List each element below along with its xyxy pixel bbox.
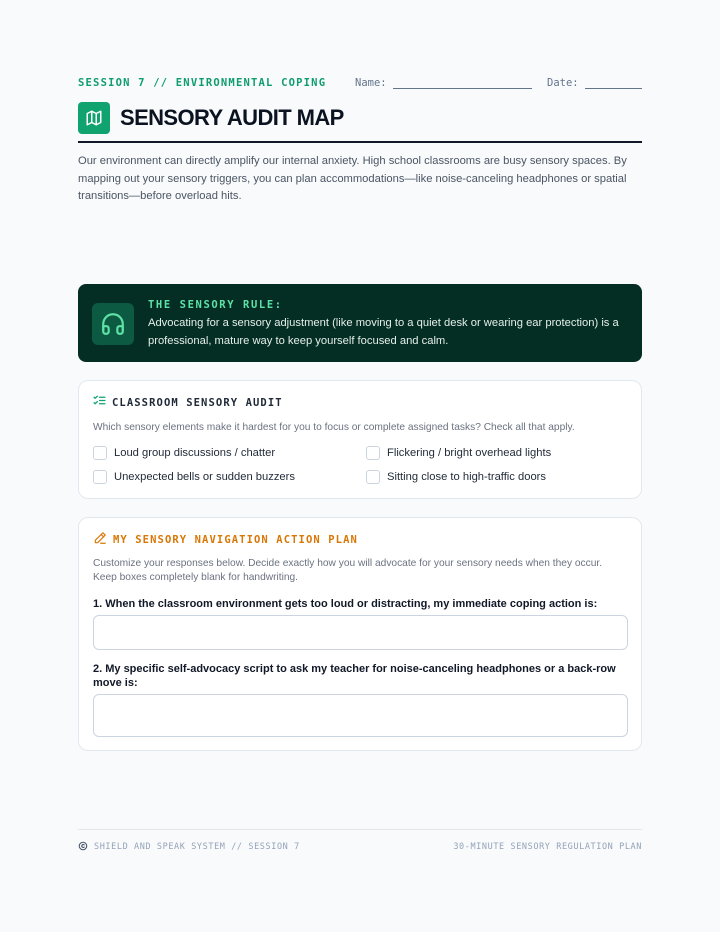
title-divider <box>78 141 642 143</box>
answer-box-1[interactable] <box>93 615 628 650</box>
intro-paragraph: Our environment can directly amplify our internal anxiety. High school classrooms are busy sensory spaces. By mapping out your sensory triggers, you can plan accommodations—like noise-canceling headphones or spatial transitions—before overload hits. <box>78 155 627 202</box>
audit-heading: CLASSROOM SENSORY AUDIT <box>112 397 283 409</box>
audit-heading-row <box>93 396 283 410</box>
callout-text: Advocating for a sensory adjustment (like moving to a quiet desk or wearing ear protection) is a professional, mature way to keep yourself focused and calm. <box>148 317 619 347</box>
checkbox[interactable] <box>93 470 107 484</box>
sensory-audit-card <box>78 380 642 499</box>
page-title: SENSORY AUDIT MAP <box>120 105 344 130</box>
date-label: Date: <box>547 77 579 89</box>
name-label: Name: <box>355 77 387 89</box>
name-line[interactable] <box>393 88 532 89</box>
footer-plan-label: 30-MINUTE SENSORY REGULATION PLAN <box>453 842 642 852</box>
question-2: 2. My specific self-advocacy script to ask my teacher for noise-canceling headphones or a back-row move is: <box>93 663 616 689</box>
footer-system-label: SHIELD AND SPEAK SYSTEM // SESSION 7 <box>94 842 300 852</box>
shield-logo-icon <box>78 838 88 856</box>
checkbox[interactable] <box>93 446 107 460</box>
audit-option-high-traffic-doors[interactable] <box>366 469 546 485</box>
title-row <box>78 102 642 134</box>
checklist-icon <box>93 394 106 412</box>
audit-option-bright-lights[interactable] <box>366 445 551 461</box>
date-line[interactable] <box>585 88 642 89</box>
checkbox-label: Sitting close to high-traffic doors <box>387 471 546 483</box>
audit-description: Which sensory elements make it hardest for you to focus or complete assigned tasks? Check all that apply. <box>93 422 575 433</box>
footer-divider <box>78 829 642 830</box>
sensory-rule-callout <box>78 284 642 362</box>
plan-description: Customize your responses below. Decide exactly how you will advocate for your sensory needs when they occur. Keep boxes completely blank for handwriting. <box>93 558 603 583</box>
session-label: SESSION 7 // ENVIRONMENTAL COPING <box>78 77 327 89</box>
footer-left <box>78 841 300 853</box>
audit-option-bells-buzzers[interactable] <box>93 469 295 485</box>
map-icon <box>78 102 110 134</box>
action-plan-card <box>78 517 642 751</box>
checkbox-label: Loud group discussions / chatter <box>114 447 276 459</box>
plan-heading-row <box>93 533 358 547</box>
question-1: 1. When the classroom environment gets too loud or distracting, my immediate coping action is: <box>93 598 598 610</box>
audit-option-loud-discussions[interactable] <box>93 445 275 461</box>
pencil-icon <box>93 531 107 550</box>
headphones-icon <box>92 303 134 345</box>
checkbox[interactable] <box>366 446 380 460</box>
checkbox[interactable] <box>366 470 380 484</box>
callout-heading: THE SENSORY RULE: <box>148 299 283 311</box>
plan-heading: MY SENSORY NAVIGATION ACTION PLAN <box>113 534 358 546</box>
answer-box-2[interactable] <box>93 694 628 737</box>
checkbox-label: Flickering / bright overhead lights <box>387 447 552 459</box>
checkbox-label: Unexpected bells or sudden buzzers <box>114 471 295 483</box>
worksheet-header <box>78 77 642 91</box>
